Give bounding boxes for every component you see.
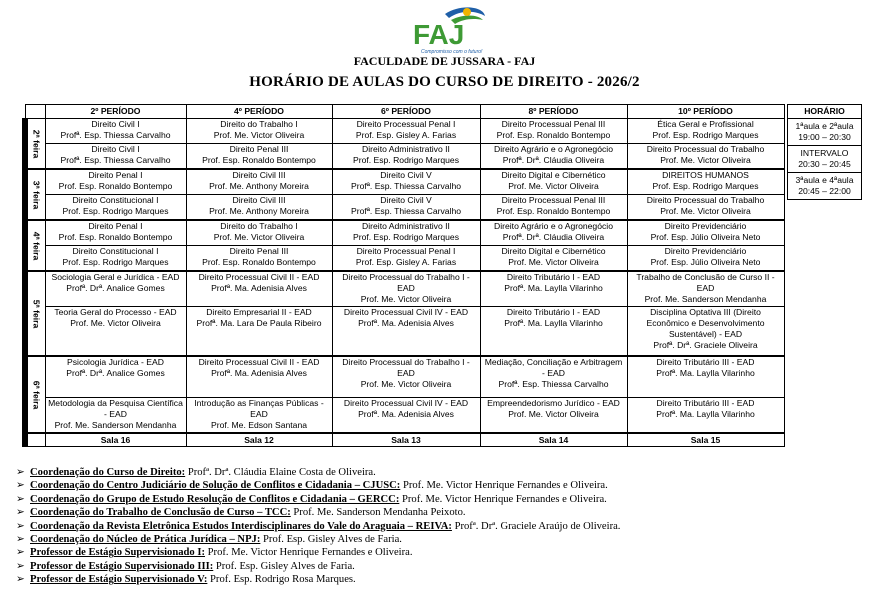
professor-name: Profª. Drª. Cláudia Oliveira bbox=[502, 155, 605, 165]
room-label: Sala 14 bbox=[480, 433, 627, 447]
professor-name: Prof. Esp. Ronaldo Bontempo bbox=[58, 181, 173, 191]
class-cell bbox=[332, 271, 480, 307]
note-value: Profª. Drª. Cláudia Elaine Costa de Oliveira. bbox=[185, 467, 376, 478]
class-cell bbox=[627, 119, 784, 144]
course-name: Introdução as Finanças Públicas - EAD bbox=[194, 398, 324, 419]
professor-name: Prof. Esp. Rodrigo Marques bbox=[62, 257, 169, 267]
class-cell bbox=[480, 307, 627, 357]
professor-name: Prof. Esp. Ronaldo Bontempo bbox=[496, 206, 611, 216]
professor-name: Prof. Esp. Rodrigo Marques bbox=[352, 155, 460, 165]
professor-name: Profª. Esp. Thiessa Carvalho bbox=[350, 181, 461, 191]
schedule-row bbox=[25, 246, 784, 272]
note-value: Prof. Esp. Rodrigo Rosa Marques. bbox=[207, 574, 356, 586]
course-name: Direito Processual Civil IV - EAD bbox=[343, 398, 469, 408]
arrow-bullet-icon: ➢ bbox=[16, 493, 25, 505]
professor-name: Profª. Drª. Analice Gomes bbox=[66, 368, 165, 378]
class-cell bbox=[186, 169, 332, 195]
arrow-bullet-icon: ➢ bbox=[16, 480, 25, 492]
course-name: Direito Penal III bbox=[229, 246, 289, 256]
professor-name: Profª. Ma. Laylla Vilarinho bbox=[656, 409, 755, 419]
note-key: Coordenação do Trabalho de Conclusão de Curso – TCC: bbox=[30, 507, 291, 519]
course-name: Mediação, Conciliação e Arbitragem - EAD bbox=[484, 357, 623, 378]
note-value: Prof. Me. Sanderson Mendanha Peixoto. bbox=[290, 507, 466, 519]
class-cell bbox=[186, 307, 332, 357]
day-label-cell bbox=[25, 271, 45, 356]
course-name: Direito Agrário e o Agronegócio bbox=[494, 144, 613, 154]
professor-name: Profª. Esp. Thiessa Carvalho bbox=[60, 130, 171, 140]
svg-text:Compromisso com o futuro!: Compromisso com o futuro! bbox=[421, 49, 483, 55]
class-cell bbox=[332, 307, 480, 357]
course-name: Direito Processual Civil II - EAD bbox=[198, 357, 320, 367]
course-name: Direito Civil I bbox=[91, 144, 140, 154]
course-name: Direito Processual Penal I bbox=[356, 246, 456, 256]
class-cell bbox=[627, 144, 784, 170]
class-cell bbox=[332, 356, 480, 398]
course-name: Sociologia Geral e Jurídica - EAD bbox=[51, 272, 180, 282]
professor-name: Profª. Drª. Cláudia Oliveira bbox=[502, 232, 605, 242]
class-cell bbox=[45, 398, 186, 434]
period-header-row bbox=[25, 105, 784, 119]
class-cell bbox=[45, 220, 186, 246]
corner-cell bbox=[25, 105, 45, 119]
course-name: Direito Constitucional I bbox=[72, 195, 159, 205]
day-label-cell bbox=[25, 356, 45, 433]
course-name: Direito Penal III bbox=[229, 144, 289, 154]
professor-name: Profª. Ma. Adenisia Alves bbox=[358, 409, 454, 419]
professor-name: Profª. Ma. Laylla Vilarinho bbox=[656, 368, 755, 378]
arrow-bullet-icon: ➢ bbox=[16, 467, 25, 478]
professor-name: Profª. Esp. Thiessa Carvalho bbox=[60, 155, 171, 165]
class-cell bbox=[45, 271, 186, 307]
professor-name: Profª. Ma. Laylla Vilarinho bbox=[504, 283, 603, 293]
course-name: Direito Civil III bbox=[232, 195, 286, 205]
schedule-row bbox=[25, 307, 784, 357]
note-key: Professor de Estágio Supervisionado III: bbox=[30, 560, 214, 572]
class-cell bbox=[480, 144, 627, 170]
note-value: Prof. Me. Victor Henrique Fernandes e Oliveira. bbox=[205, 547, 413, 559]
note-key: Coordenação do Centro Judiciário de Solução de Conflitos e Cidadania – CJUSC: bbox=[30, 480, 401, 492]
class-cell bbox=[186, 356, 332, 398]
class-cell bbox=[186, 220, 332, 246]
professor-name: Prof. Me. Victor Oliveira bbox=[213, 232, 305, 242]
period-header: 4º PERÍODO bbox=[186, 105, 332, 119]
course-name: Direito Penal I bbox=[88, 170, 143, 180]
professor-name: Prof. Me. Victor Oliveira bbox=[660, 155, 751, 165]
day-label: 5ª feira bbox=[31, 299, 42, 328]
period-header: 8º PERÍODO bbox=[480, 105, 627, 119]
professor-name: Prof. Esp. Ronaldo Bontempo bbox=[202, 257, 316, 267]
arrow-bullet-icon: ➢ bbox=[16, 507, 25, 519]
class-cell bbox=[480, 271, 627, 307]
course-name: Direito Processual Penal I bbox=[356, 119, 456, 129]
professor-name: Profª. Ma. Laylla Vilarinho bbox=[504, 318, 603, 328]
arrow-bullet-icon: ➢ bbox=[16, 547, 25, 559]
course-name: Direito Tributário I - EAD bbox=[506, 307, 601, 317]
class-cell bbox=[480, 119, 627, 144]
course-name: Ética Geral e Profissional bbox=[657, 119, 754, 129]
note-key: Coordenação do Grupo de Estudo Resolução de Conflitos e Cidadania – GERCC: bbox=[30, 493, 400, 505]
class-cell bbox=[332, 246, 480, 272]
professor-name: Prof. Esp. Gisley A. Farias bbox=[355, 130, 457, 140]
course-name: Direito Processual Penal III bbox=[501, 195, 606, 205]
professor-name: Prof. Esp. Rodrigo Marques bbox=[652, 181, 759, 191]
schedule-row bbox=[25, 119, 784, 144]
professor-name: Prof. Me. Victor Oliveira bbox=[360, 379, 452, 389]
professor-name: Prof. Esp. Gisley A. Farias bbox=[355, 257, 457, 267]
schedule-row bbox=[25, 195, 784, 221]
professor-name: Prof. Esp. Júlio Oliveira Neto bbox=[650, 232, 761, 242]
course-name: Direito Administrativo II bbox=[362, 144, 450, 154]
note-item bbox=[16, 520, 620, 533]
professor-name: Prof. Esp. Rodrigo Marques bbox=[62, 206, 169, 216]
note-item bbox=[16, 466, 620, 479]
course-name: Direito Civil III bbox=[232, 170, 286, 180]
professor-name: Prof. Me. Victor Oliveira bbox=[508, 181, 599, 191]
note-item bbox=[16, 493, 620, 506]
course-name: Direito Processual do Trabalho I - EAD bbox=[342, 357, 470, 378]
day-label: 6ª feira bbox=[31, 380, 42, 409]
course-name: Direito Previdenciário bbox=[664, 246, 747, 256]
period-header: 10º PERÍODO bbox=[627, 105, 784, 119]
note-item bbox=[16, 533, 620, 546]
professor-name: Prof. Me. Victor Oliveira bbox=[70, 318, 161, 328]
course-name: Direito do Trabalho I bbox=[220, 119, 298, 129]
professor-name: Profª. Drª. Analice Gomes bbox=[66, 283, 165, 293]
course-name: Direito Processual Civil II - EAD bbox=[198, 272, 320, 282]
professor-name: Prof. Esp. Rodrigo Marques bbox=[652, 130, 759, 140]
arrow-bullet-icon: ➢ bbox=[16, 574, 25, 586]
professor-name: Profª. Ma. Adenisia Alves bbox=[211, 368, 307, 378]
course-name: DIREITOS HUMANOS bbox=[662, 170, 749, 180]
note-item bbox=[16, 546, 620, 559]
class-cell bbox=[186, 246, 332, 272]
schedule-row bbox=[25, 169, 784, 195]
class-cell bbox=[45, 307, 186, 357]
class-cell bbox=[627, 307, 784, 357]
course-name: Direito Digital e Cibernético bbox=[501, 170, 606, 180]
schedule-row bbox=[25, 398, 784, 434]
class-cell bbox=[45, 356, 186, 398]
professor-name: Profª. Esp. Thiessa Carvalho bbox=[498, 379, 609, 389]
professor-name: Profª. Ma. Lara De Paula Ribeiro bbox=[196, 318, 322, 328]
class-cell bbox=[480, 169, 627, 195]
day-label: 4ª feira bbox=[31, 231, 42, 260]
class-cell bbox=[627, 246, 784, 272]
course-name: Direito Processual Penal III bbox=[501, 119, 606, 129]
course-name: Direito do Trabalho I bbox=[220, 221, 298, 231]
class-cell bbox=[480, 195, 627, 221]
class-cell bbox=[332, 220, 480, 246]
class-cell bbox=[45, 195, 186, 221]
class-cell bbox=[45, 169, 186, 195]
class-cell bbox=[186, 144, 332, 170]
professor-name: Prof. Me. Victor Oliveira bbox=[660, 206, 751, 216]
class-cell bbox=[480, 246, 627, 272]
course-name: Empreendedorismo Jurídico - EAD bbox=[487, 398, 620, 408]
class-cell bbox=[332, 169, 480, 195]
arrow-bullet-icon: ➢ bbox=[16, 520, 25, 532]
note-item bbox=[16, 506, 620, 519]
professor-name: Prof. Me. Victor Oliveira bbox=[360, 294, 452, 304]
course-name: Direito Processual Civil IV - EAD bbox=[343, 307, 469, 317]
course-name: Direito Constitucional I bbox=[72, 246, 159, 256]
note-key: Professor de Estágio Supervisionado V: bbox=[30, 574, 208, 586]
professor-name: Profª. Ma. Adenisia Alves bbox=[358, 318, 454, 328]
note-value: Profª. Drª. Graciele Araújo de Oliveira. bbox=[451, 520, 621, 532]
class-cell bbox=[627, 195, 784, 221]
horario-header: HORÁRIO bbox=[788, 105, 861, 119]
svg-text:FAJ: FAJ bbox=[413, 19, 465, 50]
professor-name: Prof. Me. Sanderson Mendanha bbox=[644, 294, 767, 304]
course-name: Teoria Geral do Processo - EAD bbox=[54, 307, 177, 317]
note-item bbox=[16, 560, 620, 573]
class-cell bbox=[186, 195, 332, 221]
class-cell bbox=[627, 169, 784, 195]
professor-name: Profª. Drª. Graciele Oliveira bbox=[653, 340, 758, 350]
schedule-table bbox=[22, 104, 785, 447]
day-label: 3ª feira bbox=[31, 180, 42, 209]
course-name: Direito Penal I bbox=[88, 221, 143, 231]
room-label: Sala 16 bbox=[45, 433, 186, 447]
room-label: Sala 13 bbox=[332, 433, 480, 447]
course-name: Direito Civil I bbox=[91, 119, 140, 129]
course-name: Direito Tributário III - EAD bbox=[656, 398, 755, 408]
course-name: Direito Civil V bbox=[380, 170, 432, 180]
room-label: Sala 12 bbox=[186, 433, 332, 447]
professor-name: Prof. Me. Anthony Moreira bbox=[209, 181, 309, 191]
arrow-bullet-icon: ➢ bbox=[16, 560, 25, 572]
schedule-row bbox=[25, 220, 784, 246]
course-name: Direito Administrativo II bbox=[362, 221, 450, 231]
schedule-row bbox=[25, 271, 784, 307]
period-header: 6º PERÍODO bbox=[332, 105, 480, 119]
note-value: Prof. Esp. Gisley Alves de Faria. bbox=[213, 560, 355, 572]
class-cell bbox=[45, 144, 186, 170]
professor-name: Prof. Esp. Ronaldo Bontempo bbox=[202, 155, 316, 165]
note-item bbox=[16, 479, 620, 492]
course-name: Direito Digital e Cibernético bbox=[501, 246, 606, 256]
note-key: Coordenação da Revista Eletrônica Estudos Interdisciplinares do Vale do Araguaia – REIVA: bbox=[30, 520, 452, 532]
professor-name: Prof. Me. Victor Oliveira bbox=[508, 409, 599, 419]
class-cell bbox=[627, 271, 784, 307]
class-cell bbox=[332, 398, 480, 434]
course-name: Direito Civil V bbox=[380, 195, 432, 205]
professor-name: Prof. Me. Edson Santana bbox=[210, 420, 308, 430]
room-label: Sala 15 bbox=[627, 433, 784, 447]
day-label-cell bbox=[25, 119, 45, 170]
note-key: Professor de Estágio Supervisionado I: bbox=[30, 547, 206, 559]
professor-name: Prof. Me. Victor Oliveira bbox=[213, 130, 305, 140]
class-cell bbox=[480, 220, 627, 246]
horario-box bbox=[787, 104, 862, 200]
faculty-name: FACULDADE DE JUSSARA - FAJ bbox=[353, 54, 536, 68]
professor-name: Prof. Me. Sanderson Mendanha bbox=[54, 420, 177, 430]
professor-name: Prof. Esp. Rodrigo Marques bbox=[352, 232, 460, 242]
professor-name: Prof. Esp. Júlio Oliveira Neto bbox=[650, 257, 761, 267]
class-cell bbox=[186, 119, 332, 144]
coordination-notes bbox=[16, 466, 620, 587]
course-name: Direito Previdenciário bbox=[664, 221, 747, 231]
note-key: Coordenação do Núcleo de Prática Jurídica – NPJ: bbox=[30, 534, 261, 546]
note-item bbox=[16, 573, 620, 586]
note-value: Prof. Me. Victor Henrique Fernandes e Oliveira. bbox=[400, 480, 608, 492]
page-title: HORÁRIO DE AULAS DO CURSO DE DIREITO - 2026/2 bbox=[249, 74, 640, 90]
class-cell bbox=[186, 271, 332, 307]
course-name: Direito Tributário I - EAD bbox=[506, 272, 601, 282]
day-label-cell bbox=[25, 169, 45, 220]
class-cell bbox=[45, 246, 186, 272]
course-name: Direito Tributário III - EAD bbox=[656, 357, 755, 367]
rooms-corner bbox=[25, 433, 45, 447]
note-key: Coordenação do Curso de Direito: bbox=[30, 467, 186, 478]
schedule-row bbox=[25, 144, 784, 170]
professor-name: Profª. Ma. Adenisia Alves bbox=[211, 283, 307, 293]
faj-logo bbox=[405, 6, 491, 56]
professor-name: Prof. Esp. Ronaldo Bontempo bbox=[58, 232, 173, 242]
horario-block: INTERVALO 20:30 – 20:45 bbox=[788, 146, 861, 173]
professor-name: Profª. Esp. Thiessa Carvalho bbox=[350, 206, 461, 216]
class-cell bbox=[627, 398, 784, 434]
rooms-row bbox=[25, 433, 784, 447]
note-value: Prof. Esp. Gisley Alves de Faria. bbox=[260, 534, 402, 546]
course-name: Disciplina Optativa III (Direito Econômico e Desenvolvimento Sustentável) - EAD bbox=[646, 307, 765, 339]
schedule-row bbox=[25, 356, 784, 398]
class-cell bbox=[480, 398, 627, 434]
class-cell bbox=[332, 195, 480, 221]
horario-block: 1ªaula e 2ªaula 19:00 – 20:30 bbox=[788, 119, 861, 146]
class-cell bbox=[332, 144, 480, 170]
period-header: 2º PERÍODO bbox=[45, 105, 186, 119]
course-name: Trabalho de Conclusão de Curso II - EAD bbox=[636, 272, 775, 293]
class-cell bbox=[186, 398, 332, 434]
professor-name: Prof. Me. Victor Oliveira bbox=[508, 257, 599, 267]
course-name: Direito Empresarial II - EAD bbox=[206, 307, 312, 317]
course-name: Direito Processual do Trabalho I - EAD bbox=[342, 272, 470, 293]
course-name: Psicologia Jurídica - EAD bbox=[67, 357, 164, 367]
class-cell bbox=[45, 119, 186, 144]
course-name: Metodologia da Pesquisa Científica - EAD bbox=[48, 398, 183, 419]
course-name: Direito Processual do Trabalho bbox=[646, 195, 765, 205]
course-name: Direito Agrário e o Agronegócio bbox=[494, 221, 613, 231]
day-label-cell bbox=[25, 220, 45, 271]
horario-block: 3ªaula e 4ªaula 20:45 – 22:00 bbox=[795, 175, 854, 196]
arrow-bullet-icon: ➢ bbox=[16, 534, 25, 546]
class-cell bbox=[332, 119, 480, 144]
day-label: 2ª feira bbox=[31, 129, 42, 158]
professor-name: Prof. Me. Anthony Moreira bbox=[209, 206, 309, 216]
class-cell bbox=[627, 356, 784, 398]
class-cell bbox=[627, 220, 784, 246]
professor-name: Prof. Esp. Ronaldo Bontempo bbox=[496, 130, 611, 140]
class-cell bbox=[480, 356, 627, 398]
course-name: Direito Processual do Trabalho bbox=[646, 144, 765, 154]
note-value: Prof. Me. Victor Henrique Fernandes e Oliveira. bbox=[399, 493, 607, 505]
